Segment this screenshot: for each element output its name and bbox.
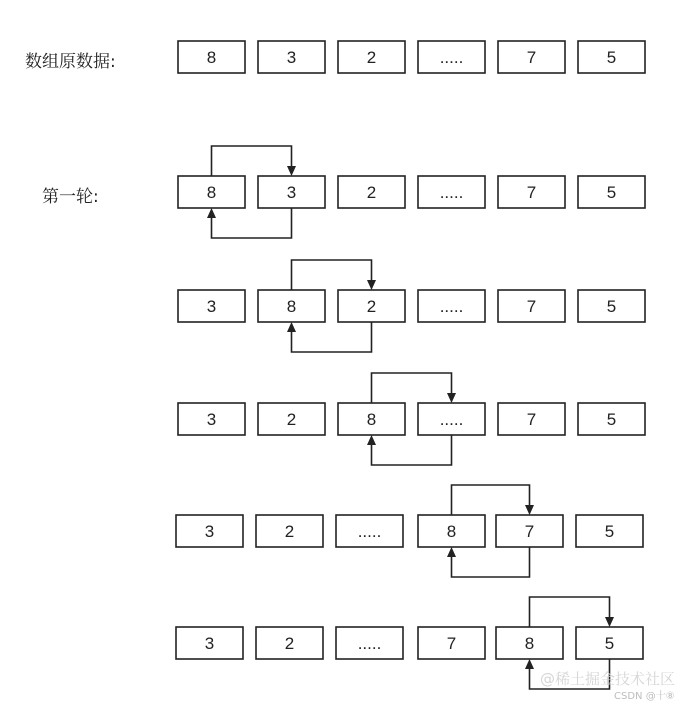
- array-cell-value: 2: [284, 522, 295, 541]
- step-row-2: [178, 260, 645, 352]
- arrow-head-up-icon: [207, 208, 216, 218]
- array-cell-value: 2: [286, 410, 297, 429]
- step-row-1: [178, 146, 645, 238]
- swap-arrow-back: [212, 208, 292, 238]
- array-cell-value: 3: [286, 48, 297, 67]
- arrow-head-down-icon: [367, 280, 376, 290]
- array-cell-value: 5: [606, 48, 617, 67]
- arrow-head-down-icon: [447, 393, 456, 403]
- array-cell-value: 8: [286, 297, 297, 316]
- array-cell-value: 3: [286, 183, 297, 202]
- swap-arrow-back: [292, 322, 372, 352]
- step-row-0: [178, 41, 645, 73]
- array-cell-value: 8: [206, 183, 217, 202]
- round-one-label: 第一轮:: [42, 187, 99, 207]
- swap-arrow-forward: [372, 373, 452, 403]
- array-cell-value: 7: [524, 522, 535, 541]
- array-cell-value: 3: [204, 634, 215, 653]
- array-cell-value: 2: [366, 48, 377, 67]
- array-cell-value: 5: [606, 297, 617, 316]
- swap-arrow-back: [372, 435, 452, 465]
- original-data-label: 数组原数据:: [25, 52, 116, 72]
- step-row-4: [176, 485, 643, 577]
- array-cell-value: 7: [526, 297, 537, 316]
- array-cell-value: 7: [526, 183, 537, 202]
- array-cell-value: .....: [357, 522, 382, 541]
- array-cell-value: 8: [524, 634, 535, 653]
- arrow-head-up-icon: [367, 435, 376, 445]
- swap-arrow-back: [452, 547, 530, 577]
- arrow-head-up-icon: [447, 547, 456, 557]
- array-cell-value: 7: [446, 634, 457, 653]
- array-cell-value: 7: [526, 410, 537, 429]
- swap-arrow-forward: [212, 146, 292, 176]
- array-cell-value: .....: [439, 48, 464, 67]
- array-cell-value: 2: [284, 634, 295, 653]
- array-cell-value: 8: [446, 522, 457, 541]
- array-cell-value: 8: [366, 410, 377, 429]
- arrow-head-up-icon: [525, 659, 534, 669]
- array-cell-value: 5: [606, 183, 617, 202]
- watermark-main: @稀土掘金技术社区: [540, 670, 676, 688]
- array-cell-value: .....: [357, 634, 382, 653]
- watermark-sub: CSDN @十⑧: [614, 691, 675, 702]
- array-cell-value: 5: [606, 410, 617, 429]
- array-cell-value: 3: [206, 297, 217, 316]
- swap-arrow-forward: [292, 260, 372, 290]
- array-cell-value: 8: [206, 48, 217, 67]
- array-cell-value: 3: [206, 410, 217, 429]
- array-cell-value: .....: [439, 297, 464, 316]
- array-cell-value: 3: [204, 522, 215, 541]
- array-cell-value: 2: [366, 183, 377, 202]
- arrow-head-down-icon: [525, 505, 534, 515]
- arrow-head-up-icon: [287, 322, 296, 332]
- array-cell-value: 7: [526, 48, 537, 67]
- swap-arrow-forward: [452, 485, 530, 515]
- step-row-3: [178, 373, 645, 465]
- array-cell-value: .....: [439, 410, 464, 429]
- array-cell-value: 5: [604, 634, 615, 653]
- array-cell-value: 5: [604, 522, 615, 541]
- arrow-head-down-icon: [287, 166, 296, 176]
- array-cell-value: .....: [439, 183, 464, 202]
- array-cell-value: 2: [366, 297, 377, 316]
- arrow-head-down-icon: [605, 617, 614, 627]
- swap-arrow-forward: [530, 597, 610, 627]
